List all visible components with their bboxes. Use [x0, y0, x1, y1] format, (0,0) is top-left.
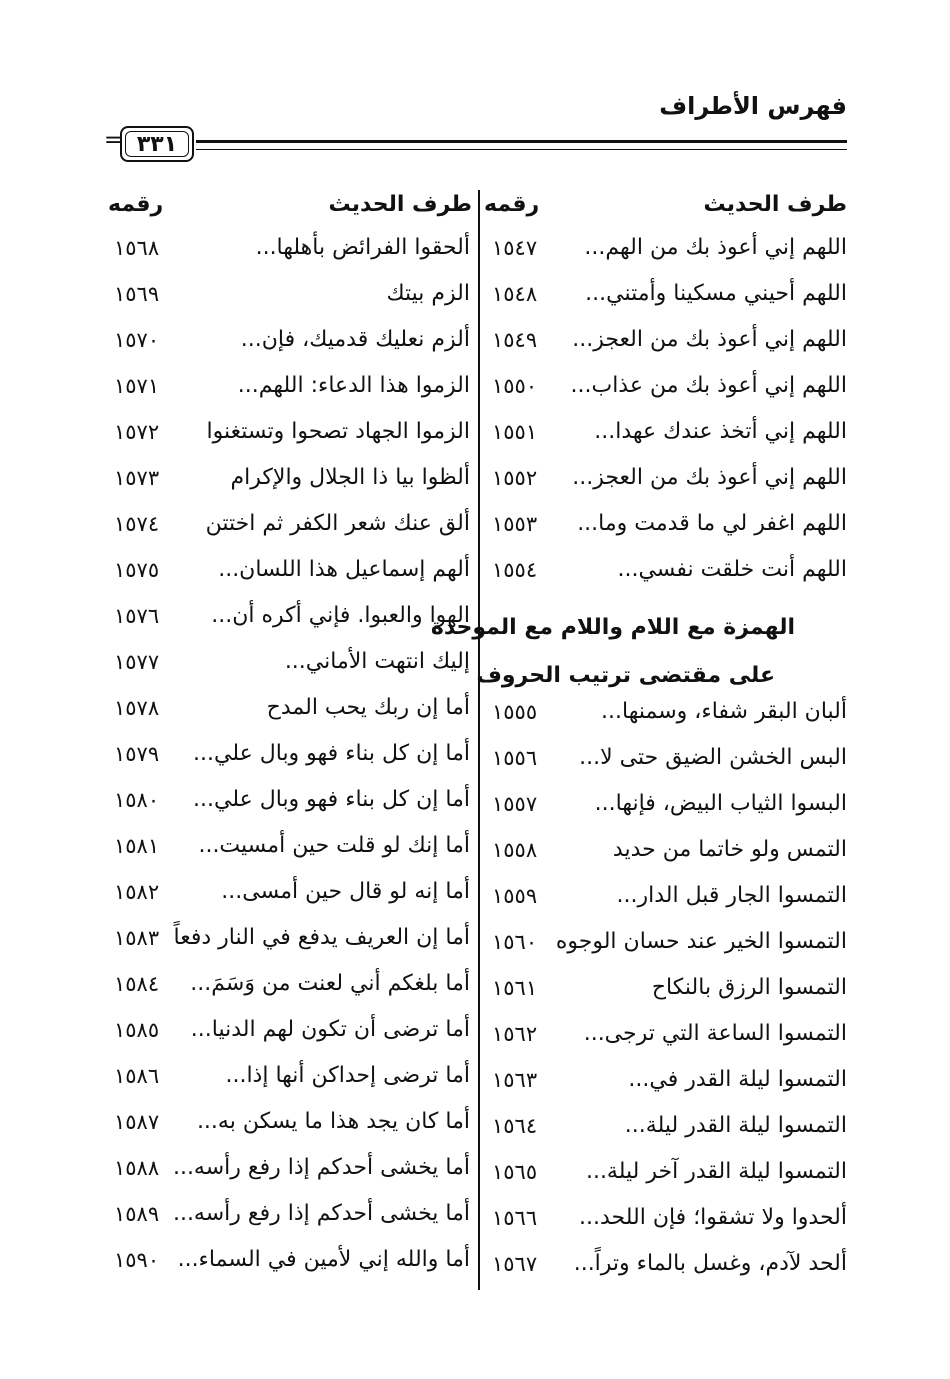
right-entry-text: اللهم إني أعوذ بك من الهم...: [584, 235, 847, 260]
left-entry-number: ١٥٧٩: [114, 742, 160, 766]
left-entry-text: إليك انتهت الأماني...: [284, 649, 470, 674]
section-heading-line1: الهمزة مع اللام واللام مع الموحدة: [430, 615, 795, 640]
left-entry-number: ١٥٧٢: [114, 420, 160, 444]
left-entry-text: ألحقوا الفرائض بأهلها...: [255, 235, 470, 260]
left-entry-text: أما يخشى أحدكم إذا رفع رأسه...: [172, 1201, 470, 1226]
right-entry-number: ١٥٥٢: [492, 466, 538, 490]
right-entry-number: ١٥٥٩: [492, 884, 538, 908]
left-entry-text: ألزم نعليك قدميك، فإن...: [240, 327, 470, 352]
right-entry-number: ١٥٦٠: [492, 930, 538, 954]
right-entry-number: ١٥٤٩: [492, 328, 538, 352]
running-title: فهرس الأطراف: [659, 92, 847, 120]
right-entry-text: التمسوا الرزق بالنكاح: [651, 975, 847, 1000]
left-entry-number: ١٥٧٨: [114, 696, 160, 720]
right-entry-text: التمسوا الجار قبل الدار...: [616, 883, 847, 908]
right-entry-number: ١٥٦٥: [492, 1160, 538, 1184]
left-entry-number: ١٥٧٤: [114, 512, 160, 536]
page-number: ٣٣١: [120, 126, 194, 162]
header-rule: [196, 140, 847, 150]
left-entry-number: ١٥٨١: [114, 834, 160, 858]
left-entry-number: ١٥٨٢: [114, 880, 160, 904]
rule-end-mark: =: [104, 128, 123, 153]
left-entry-text: أما بلغكم أني لعنت من وَسَمَ...: [190, 971, 470, 996]
right-entry-text: اللهم إني أعوذ بك من العجز...: [572, 465, 847, 490]
left-entry-number: ١٥٨٨: [114, 1156, 160, 1180]
left-entry-number: ١٥٧٧: [114, 650, 160, 674]
right-entry-text: التمسوا الساعة التي ترجى...: [583, 1021, 847, 1046]
left-entry-text: أما إن كل بناء فهو وبال علي...: [193, 741, 470, 766]
left-hadith-header: طرف الحديث: [328, 192, 472, 217]
right-entry-text: اللهم أحيني مسكينا وأمتني...: [585, 281, 847, 306]
right-entry-text: التمسوا ليلة القدر آخر ليلة...: [585, 1159, 847, 1184]
left-entry-number: ١٥٧٠: [114, 328, 160, 352]
right-entry-number: ١٥٥٦: [492, 746, 538, 770]
right-entry-text: ألحد لآدم، وغسل بالماء وتراً...: [573, 1251, 847, 1276]
right-entry-number: ١٥٦٣: [492, 1068, 538, 1092]
right-entry-text: التمس ولو خاتما من حديد: [612, 837, 847, 862]
right-entry-text: اللهم اغفر لي ما قدمت وما...: [577, 511, 847, 536]
left-entry-text: أما إن العريف يدفع في النار دفعاً: [173, 925, 470, 950]
right-entry-number: ١٥٥١: [492, 420, 538, 444]
right-entry-text: اللهم أنت خلقت نفسي...: [617, 557, 847, 582]
right-entry-number: ١٥٤٧: [492, 236, 538, 260]
left-entry-text: أما ترضى إحداكن أنها إذا...: [225, 1063, 470, 1088]
left-entry-number: ١٥٨٧: [114, 1110, 160, 1134]
right-entry-number: ١٥٦١: [492, 976, 538, 1000]
right-entry-number: ١٥٥٣: [492, 512, 538, 536]
right-entry-text: اللهم إني أتخذ عندك عهدا...: [594, 419, 847, 444]
right-entry-number: ١٥٦٢: [492, 1022, 538, 1046]
right-entry-text: البس الخشن الضيق حتى لا...: [579, 745, 847, 770]
section-heading-line2: على مقتضى ترتيب الحروف: [476, 663, 775, 688]
right-entry-text: التمسوا ليلة القدر ليلة...: [624, 1113, 847, 1138]
right-entry-text: ألبان البقر شفاء، وسمنها...: [601, 699, 847, 724]
left-entry-number: ١٥٧٥: [114, 558, 160, 582]
left-entry-text: أما إنه لو قال حين أمسى...: [221, 879, 470, 904]
left-entry-number: ١٥٨٦: [114, 1064, 160, 1088]
left-entry-number: ١٥٧١: [114, 374, 160, 398]
left-entry-text: أما كان يجد هذا ما يسكن به...: [196, 1109, 470, 1134]
left-entry-number: ١٥٦٨: [114, 236, 160, 260]
right-entry-number: ١٥٥٧: [492, 792, 538, 816]
left-entry-number: ١٥٨٥: [114, 1018, 160, 1042]
left-entry-number: ١٥٩٠: [114, 1248, 160, 1272]
left-entry-text: أما إن كل بناء فهو وبال علي...: [193, 787, 470, 812]
right-entry-text: التمسوا ليلة القدر في...: [628, 1067, 847, 1092]
right-entry-text: البسوا الثياب البيض، فإنها...: [594, 791, 847, 816]
left-entry-number: ١٥٧٦: [114, 604, 160, 628]
left-entry-text: الهوا والعبوا. فإني أكره أن...: [211, 603, 470, 628]
left-entry-text: الزموا هذا الدعاء: اللهم...: [237, 373, 470, 398]
right-entry-text: ألحدوا ولا تشقوا؛ فإن اللحد...: [579, 1205, 847, 1230]
left-entry-number: ١٥٧٣: [114, 466, 160, 490]
left-entry-text: ألهم إسماعيل هذا اللسان...: [218, 557, 470, 582]
left-entry-number: ١٥٦٩: [114, 282, 160, 306]
left-entry-text: ألق عنك شعر الكفر ثم اختتن: [205, 511, 470, 536]
right-entry-number: ١٥٥٥: [492, 700, 538, 724]
left-entry-text: أما إن ربك يحب المدح: [266, 695, 470, 720]
left-entry-text: الزم بيتك: [386, 281, 470, 306]
left-entry-text: أما ترضى أن تكون لهم الدنيا...: [190, 1017, 470, 1042]
right-entry-number: ١٥٤٨: [492, 282, 538, 306]
right-entry-number: ١٥٦٦: [492, 1206, 538, 1230]
right-entry-number: ١٥٥٤: [492, 558, 538, 582]
left-entry-text: أما إنك لو قلت حين أمسيت...: [198, 833, 470, 858]
left-entry-number: ١٥٨٩: [114, 1202, 160, 1226]
right-entry-text: اللهم إني أعوذ بك من العجز...: [572, 327, 847, 352]
left-entry-number: ١٥٨٤: [114, 972, 160, 996]
left-entry-text: أما والله إني لأمين في السماء...: [177, 1247, 470, 1272]
left-entry-text: أما يخشى أحدكم إذا رفع رأسه...: [172, 1155, 470, 1180]
left-number-header: رقمه: [108, 192, 164, 217]
left-entry-number: ١٥٨٣: [114, 926, 160, 950]
right-entry-number: ١٥٦٤: [492, 1114, 538, 1138]
left-entry-number: ١٥٨٠: [114, 788, 160, 812]
right-entry-text: اللهم إني أعوذ بك من عذاب...: [570, 373, 847, 398]
right-hadith-header: طرف الحديث: [703, 192, 847, 217]
right-entry-text: التمسوا الخير عند حسان الوجوه: [555, 929, 847, 954]
right-entry-number: ١٥٥٨: [492, 838, 538, 862]
right-entry-number: ١٥٥٠: [492, 374, 538, 398]
right-entry-number: ١٥٦٧: [492, 1252, 538, 1276]
left-entry-text: الزموا الجهاد تصحوا وتستغنوا: [206, 419, 470, 444]
left-entry-text: ألظوا بيا ذا الجلال والإكرام: [230, 465, 470, 490]
right-number-header: رقمه: [484, 192, 540, 217]
column-divider: [478, 190, 480, 1290]
